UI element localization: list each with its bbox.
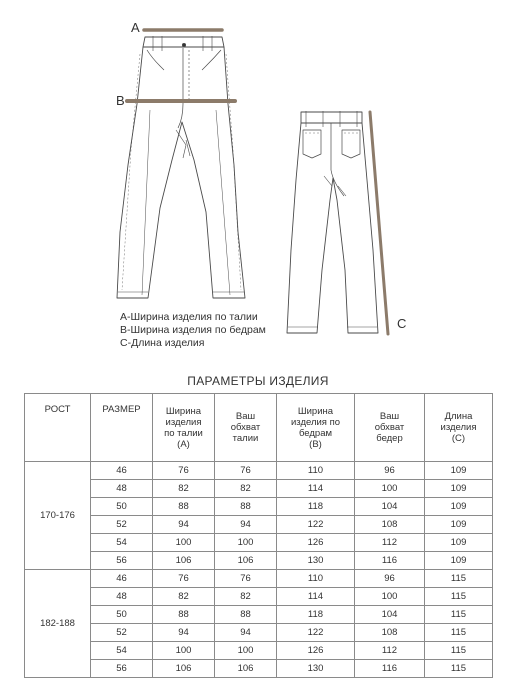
table-cell: 56 [91, 660, 153, 678]
measurement-legend [120, 311, 266, 350]
table-cell: 109 [425, 516, 493, 534]
table-cell: 82 [215, 480, 277, 498]
table-cell: 108 [355, 624, 425, 642]
table-cell: 100 [153, 534, 215, 552]
table-row [25, 534, 493, 552]
size-table [24, 393, 493, 678]
table-cell: 112 [355, 534, 425, 552]
table-cell: 94 [153, 624, 215, 642]
table-row [25, 498, 493, 516]
table-cell: 109 [425, 498, 493, 516]
header-your-hips: Ваш обхват бедер [355, 394, 425, 462]
table-cell: 126 [277, 534, 355, 552]
table-cell: 88 [215, 606, 277, 624]
table-cell: 88 [153, 606, 215, 624]
table-cell: 104 [355, 498, 425, 516]
table-cell: 100 [153, 642, 215, 660]
table-cell: 82 [153, 588, 215, 606]
table-body [25, 462, 493, 678]
marker-b: B [116, 93, 125, 108]
height-range-cell: 170-176 [25, 462, 91, 570]
table-cell: 94 [215, 516, 277, 534]
legend-item-c: C-Длина изделия [120, 337, 205, 349]
table-cell: 76 [215, 462, 277, 480]
table-cell: 82 [153, 480, 215, 498]
table-cell: 115 [425, 606, 493, 624]
table-row [25, 588, 493, 606]
table-cell: 115 [425, 624, 493, 642]
table-cell: 112 [355, 642, 425, 660]
table-cell: 122 [277, 624, 355, 642]
table-cell: 106 [153, 660, 215, 678]
table-row [25, 462, 493, 480]
table-cell: 109 [425, 480, 493, 498]
table-cell: 46 [91, 462, 153, 480]
header-size: РАЗМЕР [91, 394, 153, 462]
table-cell: 106 [215, 552, 277, 570]
header-hip-width: Ширина изделия по бедрам (B) [277, 394, 355, 462]
table-cell: 116 [355, 660, 425, 678]
table-cell: 130 [277, 552, 355, 570]
back-view [287, 111, 378, 333]
table-row [25, 624, 493, 642]
table-cell: 115 [425, 642, 493, 660]
table-row [25, 516, 493, 534]
table-cell: 114 [277, 588, 355, 606]
table-cell: 126 [277, 642, 355, 660]
table-cell: 96 [355, 570, 425, 588]
table-row [25, 552, 493, 570]
table-cell: 100 [215, 534, 277, 552]
table-cell: 52 [91, 624, 153, 642]
table-cell: 94 [215, 624, 277, 642]
table-cell: 76 [215, 570, 277, 588]
header-waist-width: Ширина изделия по талии (A) [153, 394, 215, 462]
table-row [25, 480, 493, 498]
legend-item-b: B-Ширина изделия по бедрам [120, 324, 266, 336]
table-cell: 88 [215, 498, 277, 516]
table-cell: 88 [153, 498, 215, 516]
table-row [25, 570, 493, 588]
table-cell: 50 [91, 606, 153, 624]
table-cell: 94 [153, 516, 215, 534]
table-cell: 52 [91, 516, 153, 534]
height-range-cell: 182-188 [25, 570, 91, 678]
table-header-row [25, 394, 493, 462]
table-cell: 76 [153, 462, 215, 480]
table-cell: 106 [215, 660, 277, 678]
table-cell: 114 [277, 480, 355, 498]
table-cell: 96 [355, 462, 425, 480]
table-cell: 122 [277, 516, 355, 534]
table-cell: 54 [91, 642, 153, 660]
table-cell: 48 [91, 480, 153, 498]
table-cell: 109 [425, 462, 493, 480]
table-cell: 108 [355, 516, 425, 534]
table-cell: 118 [277, 606, 355, 624]
table-cell: 109 [425, 552, 493, 570]
table-cell: 56 [91, 552, 153, 570]
table-cell: 109 [425, 534, 493, 552]
header-your-waist: Ваш обхват талии [215, 394, 277, 462]
front-view [117, 36, 245, 298]
table-cell: 50 [91, 498, 153, 516]
header-height: РОСТ [25, 394, 91, 462]
marker-a: A [131, 20, 140, 35]
table-cell: 116 [355, 552, 425, 570]
table-cell: 46 [91, 570, 153, 588]
table-cell: 115 [425, 570, 493, 588]
table-cell: 118 [277, 498, 355, 516]
table-cell: 48 [91, 588, 153, 606]
table-cell: 100 [355, 480, 425, 498]
table-cell: 82 [215, 588, 277, 606]
table-row [25, 606, 493, 624]
table-cell: 106 [153, 552, 215, 570]
table-cell: 54 [91, 534, 153, 552]
table-title: ПАРАМЕТРЫ ИЗДЕЛИЯ [187, 374, 329, 388]
table-cell: 115 [425, 588, 493, 606]
table-cell: 100 [355, 588, 425, 606]
header-length: Длина изделия (C) [425, 394, 493, 462]
table-cell: 110 [277, 462, 355, 480]
measure-line-c [370, 112, 388, 334]
table-cell: 104 [355, 606, 425, 624]
table-cell: 76 [153, 570, 215, 588]
table-cell: 110 [277, 570, 355, 588]
table-row [25, 642, 493, 660]
legend-item-a: A-Ширина изделия по талии [120, 311, 258, 323]
table-cell: 130 [277, 660, 355, 678]
table-cell: 115 [425, 660, 493, 678]
marker-c: C [397, 316, 407, 331]
table-cell: 100 [215, 642, 277, 660]
table-row [25, 660, 493, 678]
